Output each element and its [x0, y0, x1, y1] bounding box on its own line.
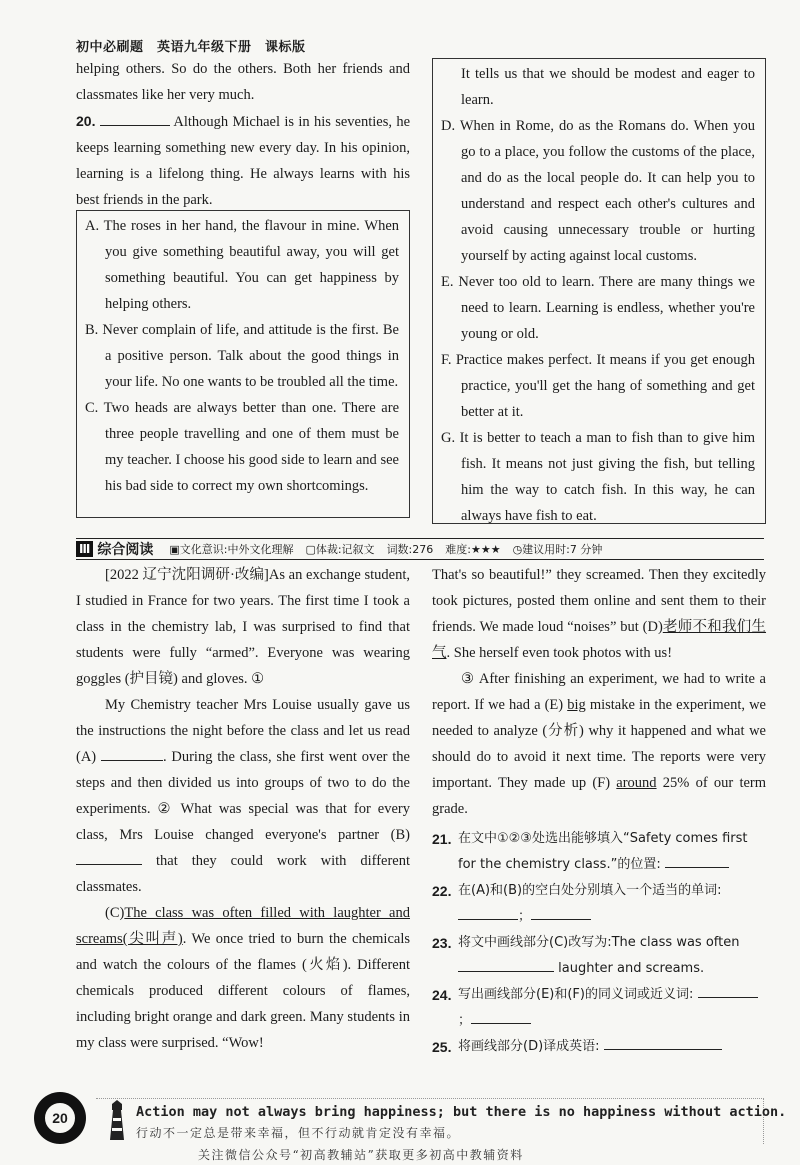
- paragraph-2-part-c: that they could work with different classmates.: [76, 853, 411, 895]
- option-e: E. Never too old to learn. There are many things we need to learn. Learning is endless, whether you're young or old.: [441, 274, 755, 342]
- paragraph-2-part-b: . During the class, she first went over the steps and then divided us into groups of two to do the experiments. ② What was special was that for every class, Mrs Louise changed everyone's partner (B): [76, 749, 410, 843]
- underlined-d: 老师不和我们生气: [432, 619, 767, 661]
- question-22-text: 在(A)和(B)的空白处分别填入一个适当的单词:: [458, 883, 722, 898]
- page-number-badge: [34, 1092, 86, 1144]
- questions-list: [432, 826, 766, 1060]
- question-21-number: 21.: [432, 831, 452, 847]
- passage-right-column: [432, 562, 766, 1060]
- paragraph-4-part-a: That's so beautiful!” they screamed. Then they excitedly took pictures, posted them online and sent them to their friends. We made loud “noises” but (D): [432, 567, 766, 635]
- culture-label: ▣文化意识:中外文化理解: [169, 543, 294, 556]
- option-c: C. Two heads are always better than one. There are three people travelling and one of them must be my teacher. I choose his good side to learn and see his bad side to correct my own shortcomings.: [85, 400, 399, 494]
- footer-note: 关注微信公众号“初高教辅站”获取更多初高中教辅资料: [198, 1148, 524, 1162]
- question-24-number: 24.: [432, 987, 452, 1003]
- question-25: [432, 1034, 766, 1060]
- question-21: [432, 826, 766, 878]
- question-24: 24. 写出画线部分(E)和(F)的同义词或近义词: ；: [432, 982, 766, 1034]
- option-c-continued: It tells us that we should be modest and eager to learn.: [461, 66, 755, 108]
- page-number: 20: [43, 1101, 77, 1135]
- page-header: 初中必刷题 英语九年级下册 课标版: [76, 40, 306, 55]
- answer-blank-b[interactable]: [76, 849, 142, 865]
- answer-blank-22b[interactable]: [531, 904, 591, 920]
- footer-quote-chinese: 行动不一定总是带来幸福，但不行动就肯定没有幸福。: [136, 1126, 461, 1140]
- footer-quote-english: Action may not always bring happiness; but there is no happiness without action.: [136, 1104, 787, 1120]
- question-20-text: Although Michael is in his seventies, he keeps learning something new every day. In his opinion, learning is a lifelong thing. He always learns with his best friends in the park.: [76, 114, 411, 208]
- passage-paragraph-2: [76, 692, 410, 900]
- continued-text: helping others. So do the others. Both her friends and classmates like her very much.: [76, 61, 410, 103]
- passage-paragraph-4: [432, 562, 766, 666]
- options-box-right: [432, 58, 766, 524]
- answer-blank-a[interactable]: [101, 745, 163, 761]
- question-23-number: 23.: [432, 935, 452, 951]
- question-25-text: 将画线部分(D)译成英语:: [458, 1039, 600, 1054]
- question-20-number: 20.: [76, 113, 96, 129]
- lighthouse-icon: [104, 1100, 130, 1142]
- suggested-time: ◷建议用时:7 分钟: [512, 543, 603, 556]
- question-22-number: 22.: [432, 883, 452, 899]
- question-25-number: 25.: [432, 1039, 452, 1055]
- option-a: A. The roses in her hand, the flavour in mine. When you give something beautiful away, you will get something beautiful. You can get happiness by helping others.: [85, 218, 399, 312]
- underlined-e: big: [567, 697, 586, 713]
- underlined-c: The class was often filled with laughter and screams(尖叫声): [76, 905, 410, 947]
- option-f: F. Practice makes perfect. It means if you get enough practice, you'll get the hang of something and get better at it.: [441, 352, 755, 420]
- paragraph-5-part-a: ③ After finishing an experiment, we had to write a report. If we had a (E): [432, 671, 766, 713]
- passage-paragraph-1: [2022 辽宁沈阳调研·改编]As an exchange student, I studied in France for two years. The first time I took a class in the chemistry lab, I was surprised to find that students were fully “armed”. Everyone was wearing goggles (护目镜) and gloves. ①: [76, 567, 410, 687]
- answer-blank-20[interactable]: [100, 110, 170, 126]
- paragraph-5-part-b: mistake in the experiment, we needed to analyze (分析) why it happened and what we should do to avoid it next time. The reports were very important. They made up (F): [432, 697, 766, 791]
- paragraph-3-rest: . We once tried to burn the chemicals and watch the colours of the flames (火焰). Different chemicals produced different colours of flames, including bright orange and dark green. Many students in my class were surprised. “Wow!: [76, 931, 410, 1051]
- question-24-text: 写出画线部分(E)和(F)的同义词或近义词:: [458, 987, 694, 1002]
- option-b: B. Never complain of life, and attitude is the first. Be a positive person. Talk about the good things in your life. No one wants to be troubled all the time.: [85, 322, 399, 390]
- passage-paragraph-5: [432, 666, 766, 822]
- genre-label: ▢体裁:记叙文: [305, 543, 375, 556]
- question-22: 22. 在(A)和(B)的空白处分别填入一个适当的单词: ；: [432, 878, 766, 930]
- answer-blank-24b[interactable]: [471, 1008, 531, 1024]
- question-23: [432, 930, 766, 982]
- answer-blank-21[interactable]: [665, 852, 729, 868]
- answer-blank-23[interactable]: [458, 956, 554, 972]
- answer-blank-24a[interactable]: [698, 982, 758, 998]
- passage-left-column: [76, 562, 410, 1056]
- paragraph-4-part-b: . She herself even took photos with us!: [446, 645, 673, 661]
- question-20: [76, 108, 410, 213]
- option-d: D. When in Rome, do as the Romans do. When you go to a place, you follow the customs of the place, and do as the local people do. It can help you to understand and respect each other's cultures and avoid causing unnecessary trouble or hurting yourself by acting against local customs.: [441, 118, 755, 264]
- option-g: G. It is better to teach a man to fish than to give him fish. It means not just giving the fish, but telling him the way to catch fish. In this way, he can always have fish to eat.: [441, 430, 755, 524]
- section-number: Ⅲ: [76, 541, 93, 557]
- paragraph-2-part-a: My Chemistry teacher Mrs Louise usually gave us the instructions the night before the class and let us read (A): [76, 697, 410, 765]
- passage-paragraph-3: [76, 900, 410, 1056]
- left-top-text: [76, 56, 410, 213]
- paragraph-5-part-c: 25% of our term grade.: [432, 775, 767, 817]
- answer-blank-25[interactable]: [604, 1034, 722, 1050]
- underlined-f: around: [616, 775, 657, 791]
- difficulty-rating: 难度:★★★: [445, 543, 501, 556]
- word-count: 词数:276: [386, 543, 434, 556]
- question-23-text-a: 将文中画线部分(C)改写为:The class was often: [458, 935, 740, 950]
- question-23-text-b: laughter and screams.: [558, 961, 705, 976]
- marker-c: (C): [105, 905, 125, 921]
- section-title: 综合阅读: [97, 542, 154, 558]
- question-21-text: 在文中①②③处选出能够填入“Safety comes first for the chemistry class.”的位置:: [458, 831, 748, 872]
- options-box-left: [76, 210, 410, 518]
- answer-blank-22a[interactable]: [458, 904, 518, 920]
- section-header-bar: [76, 538, 764, 560]
